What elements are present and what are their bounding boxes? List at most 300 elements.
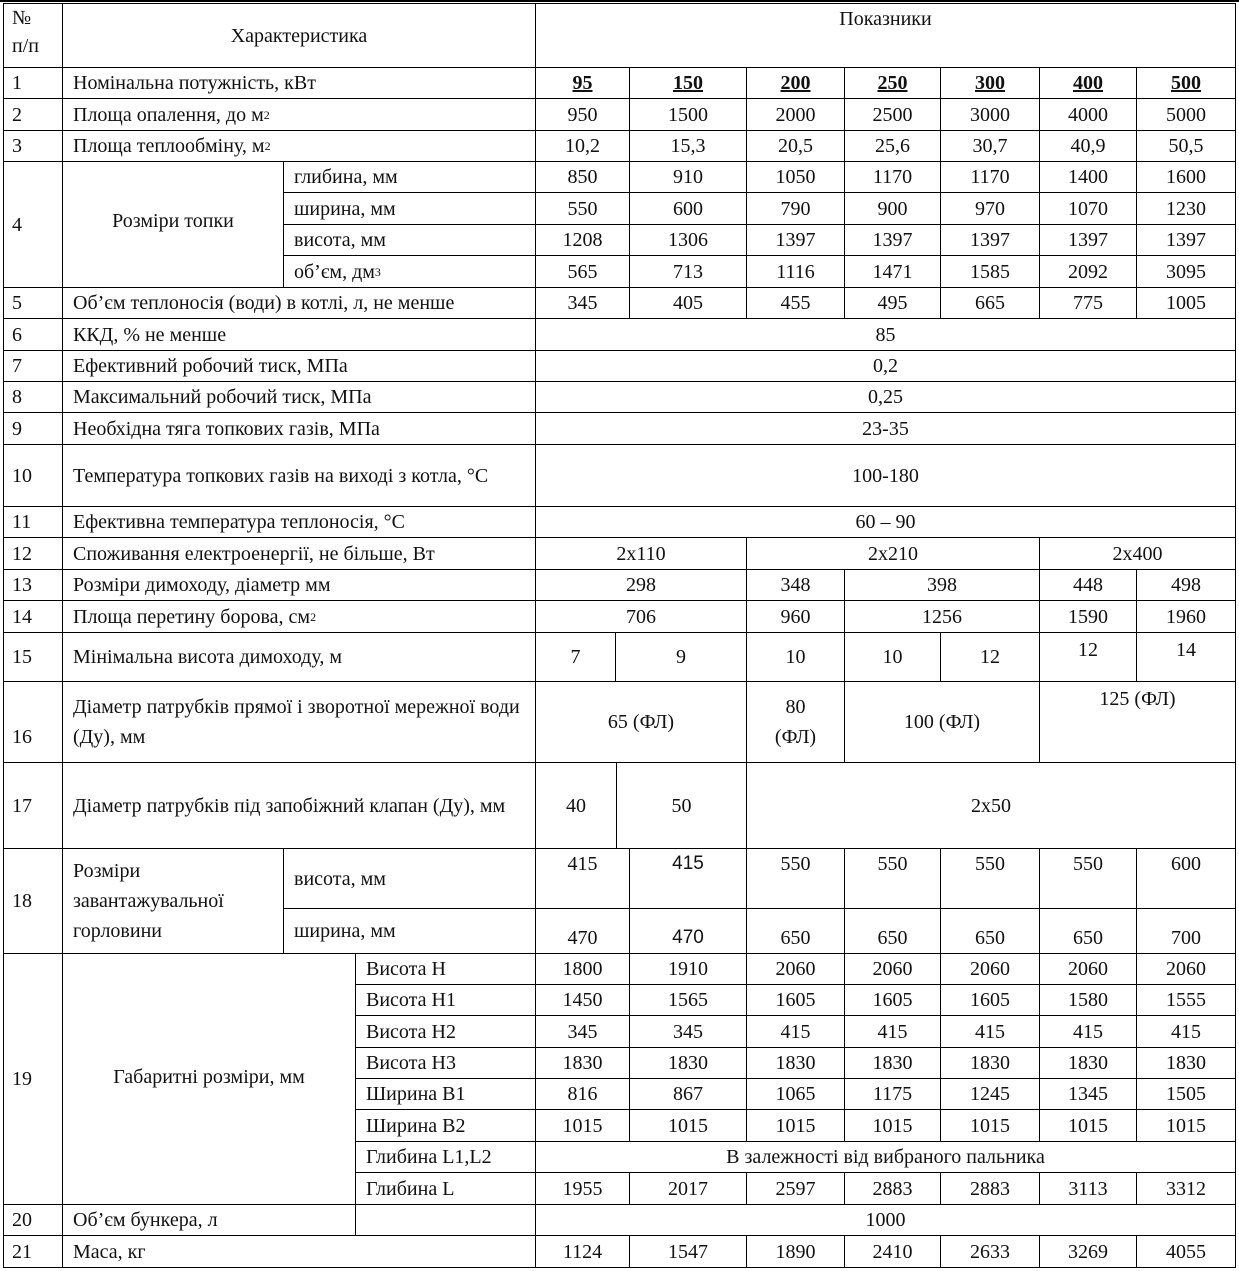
value-cell	[940, 908, 1040, 954]
row-number	[3, 600, 63, 633]
row-label-text: Діаметр патрубків прямої і зворотної мережної води (Ду), мм	[73, 696, 520, 748]
model-power-header-text: 300	[975, 72, 1005, 94]
value-cell	[1039, 1172, 1137, 1205]
row-number-text: 18	[12, 890, 32, 912]
value-cell-text: 470	[567, 927, 598, 949]
value-cell-text: 1306	[668, 229, 708, 251]
sub-label-text: ширина, мм	[294, 197, 396, 220]
value-cell-text: 3000	[970, 103, 1010, 126]
row-label	[62, 848, 284, 954]
value-cell	[1136, 569, 1236, 601]
value-cell	[1039, 1015, 1137, 1048]
row-label	[62, 287, 536, 319]
row-label	[62, 1204, 356, 1236]
value-cell-text: 1830	[668, 1052, 708, 1074]
value-cell	[844, 1015, 941, 1048]
value-cell	[746, 255, 845, 288]
row-label-text: Ефективний робочий тиск, МПа	[73, 355, 348, 377]
value-cell	[629, 1078, 747, 1110]
sub-label	[355, 984, 536, 1016]
value-cell-text: 2x400	[1112, 542, 1163, 565]
value-cell	[535, 161, 630, 193]
value-cell-text: 1345	[1068, 1083, 1108, 1105]
value-cell-text: 10	[882, 646, 903, 668]
value-cell-text: 2410	[872, 1240, 913, 1263]
value-cell-text: 1397	[1166, 229, 1206, 251]
sub-label-text: Висота H3	[366, 1052, 456, 1074]
value-cell-text: 2060	[1068, 958, 1108, 980]
row-number	[3, 1204, 63, 1236]
value-cell-text: 80 (ФЛ)	[774, 696, 817, 748]
value-cell-text: 1830	[775, 1052, 816, 1074]
value-cell	[844, 600, 1040, 633]
value-cell	[844, 161, 941, 193]
row-number	[3, 1235, 63, 1268]
value-cell	[1039, 255, 1137, 288]
value-cell	[1039, 161, 1137, 193]
value-cell	[844, 1109, 941, 1142]
value-cell	[940, 632, 1040, 682]
row-label	[62, 1235, 536, 1268]
value-cell	[535, 632, 616, 682]
row-number-text: 7	[12, 355, 22, 377]
value-cell	[1039, 98, 1137, 131]
sub-label	[283, 192, 536, 225]
value-cell	[1039, 537, 1236, 570]
row-label-text: Розміри димоходу, діаметр мм	[73, 574, 331, 596]
value-cell-text: 1500	[668, 103, 708, 126]
value-cell-text: 2633	[970, 1240, 1010, 1263]
value-cell	[1039, 224, 1137, 256]
row-number-text: 3	[12, 135, 22, 157]
row-label-text: Необхідна тяга топкових газів, МПа	[73, 417, 380, 440]
value-cell	[746, 569, 845, 601]
value-cell	[746, 192, 845, 225]
value-cell-text: 1960	[1166, 605, 1206, 628]
value-cell-text: 900	[877, 197, 908, 220]
value-cell	[1136, 1109, 1236, 1142]
row-label	[62, 632, 536, 682]
value-cell-text: 790	[780, 197, 811, 220]
row-label-text: Діаметр патрубків під запобіжний клапан (Ду), мм	[73, 794, 506, 817]
value-cell	[746, 681, 845, 763]
sub-label	[355, 1047, 536, 1079]
value-cell	[535, 444, 1236, 507]
value-cell-text: 10,2	[565, 135, 600, 157]
value-cell	[629, 130, 747, 162]
row-label	[62, 953, 356, 1205]
row-label: Площа теплообміну, м 2	[62, 130, 536, 162]
value-cell-text: 415	[877, 1020, 908, 1043]
value-cell-text: 14	[1176, 639, 1196, 661]
value-cell	[844, 1172, 941, 1205]
value-cell-text: 700	[1171, 927, 1201, 949]
value-cell	[940, 1047, 1040, 1079]
value-cell-text: 1605	[872, 989, 913, 1011]
value-cell	[746, 98, 845, 131]
header-characteristic	[62, 3, 536, 68]
value-cell	[844, 1235, 941, 1268]
row-number-text: 5	[12, 292, 22, 314]
value-cell-text: 1547	[668, 1240, 708, 1263]
value-cell	[1136, 255, 1236, 288]
value-cell	[940, 1109, 1040, 1142]
value-cell-text: 970	[975, 197, 1005, 220]
row-number	[3, 632, 63, 682]
value-cell-text: 1015	[1068, 1114, 1108, 1137]
value-cell-text: 3312	[1166, 1177, 1206, 1200]
row-number-text: 10	[12, 464, 32, 487]
value-cell-text: 3269	[1068, 1240, 1108, 1263]
model-power-header-text: 200	[780, 72, 811, 94]
value-cell	[1136, 287, 1236, 319]
value-cell	[629, 161, 747, 193]
value-cell	[844, 1047, 941, 1079]
value-cell-text: 1585	[970, 260, 1010, 283]
header-characteristic-text: Характеристика	[230, 24, 368, 47]
value-cell-text: 10	[785, 646, 806, 668]
value-cell-text: 0,2	[873, 355, 898, 377]
value-cell-text: 345	[567, 1020, 598, 1043]
value-cell	[1039, 569, 1137, 601]
value-cell	[940, 1172, 1040, 1205]
value-cell-text: 2x210	[868, 542, 918, 565]
value-cell	[1039, 1109, 1137, 1142]
value-cell-text: 1397	[872, 229, 913, 251]
row-number-text: 12	[12, 542, 32, 565]
value-cell	[746, 1172, 845, 1205]
value-cell-text: 2883	[970, 1177, 1010, 1200]
sub-label	[355, 953, 536, 985]
sub-label-text: Ширина B2	[366, 1114, 466, 1137]
value-cell-text: 550	[975, 853, 1005, 875]
value-cell	[746, 224, 845, 256]
value-cell-text: 1505	[1166, 1083, 1206, 1105]
row-label: Площа перетину борова, см 2	[62, 600, 536, 633]
row-label	[62, 569, 536, 601]
sub-label-text: Висота H1	[366, 989, 456, 1011]
value-cell-text: 1065	[775, 1083, 816, 1105]
value-cell	[629, 1047, 747, 1079]
row-number-text: 13	[12, 574, 32, 596]
value-cell-text: 4055	[1166, 1240, 1206, 1263]
model-power-header-text: 95	[572, 72, 593, 94]
value-cell	[535, 1047, 630, 1079]
value-cell	[844, 1078, 941, 1110]
row-number	[3, 444, 63, 507]
value-cell	[1039, 192, 1137, 225]
row-label-text: Температура топкових газів на виході з котла, °С	[73, 464, 489, 487]
value-cell	[1136, 224, 1236, 256]
value-cell-text: 415	[672, 853, 704, 874]
value-cell	[535, 350, 1236, 382]
value-cell	[1039, 1235, 1137, 1268]
value-cell	[1136, 600, 1236, 633]
value-cell-text: 816	[567, 1083, 598, 1105]
sub-label-text: об’єм, дм	[294, 260, 375, 283]
value-cell	[940, 984, 1040, 1016]
value-cell-text: 65 (ФЛ)	[607, 711, 675, 733]
value-cell	[535, 908, 630, 954]
row-label	[62, 350, 536, 382]
value-cell	[1039, 953, 1137, 985]
value-cell-text: 1015	[775, 1114, 816, 1137]
value-cell	[1136, 632, 1236, 682]
row-number	[3, 98, 63, 131]
value-cell	[746, 537, 1040, 570]
value-cell	[535, 287, 630, 319]
value-cell	[940, 953, 1040, 985]
sub-label-text: Висота H2	[366, 1020, 456, 1043]
value-cell	[1039, 984, 1137, 1016]
value-cell	[844, 681, 1040, 763]
value-cell	[746, 600, 845, 633]
value-cell	[629, 255, 747, 288]
row-number-text: 17	[12, 794, 32, 817]
row-label-text: Площа перетину борова, см	[73, 605, 311, 628]
value-cell	[940, 287, 1040, 319]
value-cell-text: 1910	[668, 958, 708, 980]
value-cell	[1136, 1047, 1236, 1079]
value-cell-text: 2000	[775, 103, 816, 126]
value-cell-text: 565	[567, 260, 598, 283]
value-cell-text: 2x110	[616, 542, 666, 565]
value-cell-text: 1245	[970, 1083, 1010, 1105]
sub-label-text: висота, мм	[294, 229, 386, 251]
row-number-text: 4	[12, 213, 22, 236]
row-number	[3, 67, 63, 99]
value-cell-text: 298	[626, 574, 656, 596]
value-cell-text: 40,9	[1070, 135, 1106, 157]
value-cell	[629, 1172, 747, 1205]
sub-label	[283, 224, 536, 256]
value-cell-text: 1070	[1068, 197, 1108, 220]
model-150	[629, 67, 747, 99]
model-power-header-text: 500	[1171, 72, 1201, 94]
row-label-text: Споживання електроенергії, не більше, Вт	[73, 542, 435, 565]
sub-label	[283, 848, 536, 909]
value-cell-text: 850	[567, 166, 598, 188]
value-cell-text: 2060	[970, 958, 1010, 980]
row-number-text: 14	[12, 605, 32, 628]
value-cell	[1136, 98, 1236, 131]
value-cell-text: 1471	[872, 260, 913, 283]
value-cell-text: 1890	[775, 1240, 816, 1263]
row-label-text: Ефективна температура теплоносія, °С	[73, 511, 406, 533]
value-cell-text: 960	[780, 605, 811, 628]
value-cell-text: 1170	[970, 166, 1010, 188]
value-cell	[1039, 632, 1137, 682]
value-cell	[629, 287, 747, 319]
value-cell-text: 415	[1073, 1020, 1103, 1043]
value-cell	[629, 953, 747, 985]
value-cell-text: 495	[877, 292, 908, 314]
row-number-text: 8	[12, 386, 22, 408]
value-cell-text: 100-180	[852, 464, 919, 487]
value-cell	[535, 255, 630, 288]
value-cell	[940, 161, 1040, 193]
value-cell-text: 30,7	[972, 135, 1008, 157]
value-cell-text: 1230	[1166, 197, 1206, 220]
row-number	[3, 318, 63, 351]
value-cell	[535, 224, 630, 256]
value-cell	[535, 1141, 1236, 1173]
value-cell-text: 60 – 90	[855, 511, 916, 533]
value-cell-text: 1000	[865, 1209, 906, 1231]
value-cell-text: 4000	[1068, 103, 1108, 126]
row-number-text: 16	[12, 726, 32, 748]
value-cell-text: 1830	[1068, 1052, 1108, 1074]
value-cell-text: 415	[780, 1020, 811, 1043]
value-cell-text: 5000	[1166, 103, 1206, 126]
row-number-text: 1	[12, 72, 22, 94]
value-cell	[535, 1078, 630, 1110]
row-number	[3, 350, 63, 382]
value-cell-text: 1450	[562, 989, 603, 1011]
row-number	[3, 681, 63, 763]
value-cell-text: 1256	[922, 605, 962, 628]
value-cell	[535, 1109, 630, 1142]
value-cell	[1039, 848, 1137, 909]
value-cell-text: 470	[672, 927, 704, 948]
value-cell	[746, 1078, 845, 1110]
value-cell-text: 415	[975, 1020, 1005, 1043]
value-cell-text: 3113	[1068, 1177, 1108, 1200]
value-cell-text: 40	[566, 794, 586, 817]
value-cell-text: 1830	[970, 1052, 1010, 1074]
value-cell-text: 1397	[1068, 229, 1108, 251]
value-cell-text: 1175	[872, 1083, 913, 1105]
value-cell	[1039, 681, 1236, 763]
value-cell-text: 550	[1073, 853, 1103, 875]
value-cell-text: 910	[673, 166, 703, 188]
value-cell-text: 415	[567, 853, 598, 875]
value-cell-text: 345	[567, 292, 598, 314]
value-cell	[746, 161, 845, 193]
value-cell	[940, 98, 1040, 131]
row-label-text: Габаритні розміри, мм	[113, 1066, 305, 1088]
value-cell-text: 2092	[1068, 260, 1108, 283]
value-cell-text: 1015	[970, 1114, 1010, 1137]
row-number	[3, 161, 63, 288]
sub-label-text: глибина, мм	[294, 166, 398, 188]
value-cell	[746, 953, 845, 985]
sub-label-text: Глибина L1,L2	[366, 1146, 492, 1168]
row-label	[62, 412, 536, 445]
sub-label	[355, 1078, 536, 1110]
value-cell	[615, 632, 747, 682]
value-cell-text: 3095	[1166, 260, 1206, 283]
sub-label	[283, 908, 536, 954]
value-cell	[535, 681, 747, 763]
value-cell	[535, 953, 630, 985]
value-cell	[1136, 848, 1236, 909]
sub-label	[355, 1141, 536, 1173]
value-cell	[535, 381, 1236, 413]
value-cell	[1039, 908, 1137, 954]
row-number	[3, 287, 63, 319]
row-number	[3, 506, 63, 538]
value-cell	[629, 848, 747, 909]
row-label-text: ККД, % не менше	[73, 323, 227, 346]
value-cell	[629, 98, 747, 131]
value-cell	[746, 1109, 845, 1142]
row-number	[3, 848, 63, 954]
value-cell	[746, 908, 845, 954]
sub-label	[355, 1015, 536, 1048]
row-label	[62, 506, 536, 538]
value-cell-text: 550	[780, 853, 811, 875]
value-cell	[940, 1078, 1040, 1110]
row-number-text: 6	[12, 323, 22, 346]
value-cell-text: 650	[780, 927, 811, 949]
row-label	[62, 67, 536, 99]
value-cell	[629, 984, 747, 1016]
value-cell-text: 950	[567, 103, 598, 126]
value-cell	[746, 984, 845, 1016]
value-cell	[746, 632, 845, 682]
value-cell-text: 2060	[872, 958, 913, 980]
model-200	[746, 67, 845, 99]
value-cell-text: 713	[673, 260, 703, 283]
value-cell-text: 1015	[872, 1114, 913, 1137]
value-cell-text: 15,3	[670, 135, 706, 157]
value-cell	[940, 848, 1040, 909]
value-cell	[844, 192, 941, 225]
value-cell-text: 1605	[970, 989, 1010, 1011]
value-cell	[844, 848, 941, 909]
value-cell-text: 1605	[775, 989, 816, 1011]
value-cell	[1039, 600, 1137, 633]
row-label	[62, 161, 284, 288]
value-cell	[535, 762, 617, 849]
value-cell-text: 550	[877, 853, 908, 875]
value-cell	[940, 1015, 1040, 1048]
value-cell-text: 1800	[562, 958, 603, 980]
value-cell-text: 1580	[1068, 989, 1108, 1011]
value-cell	[629, 192, 747, 225]
value-cell	[535, 130, 630, 162]
row-number-text: 11	[12, 511, 32, 533]
value-cell-text: 1590	[1068, 605, 1108, 628]
value-cell-text: 665	[975, 292, 1005, 314]
value-cell	[1039, 287, 1137, 319]
value-cell-text: 1830	[562, 1052, 603, 1074]
value-cell	[535, 848, 630, 909]
value-cell-text: 12	[980, 646, 1000, 668]
value-cell	[1039, 130, 1137, 162]
value-cell	[746, 762, 1236, 849]
row-label-text: Розміри топки	[112, 210, 234, 232]
model-500	[1136, 67, 1236, 99]
model-power-header-text: 150	[673, 72, 703, 94]
row-label	[62, 681, 536, 763]
value-cell	[746, 130, 845, 162]
row-number	[3, 953, 63, 1205]
value-cell	[940, 224, 1040, 256]
value-cell-text: 867	[673, 1083, 703, 1105]
value-cell	[1136, 908, 1236, 954]
row-label	[62, 318, 536, 351]
value-cell	[746, 1047, 845, 1079]
value-cell-text: 1397	[775, 229, 816, 251]
value-cell	[535, 98, 630, 131]
value-cell-text: 12	[1078, 639, 1098, 661]
value-cell-text: 455	[780, 292, 811, 314]
value-cell-text: 1015	[1166, 1114, 1206, 1137]
value-cell	[629, 1109, 747, 1142]
value-cell	[629, 224, 747, 256]
